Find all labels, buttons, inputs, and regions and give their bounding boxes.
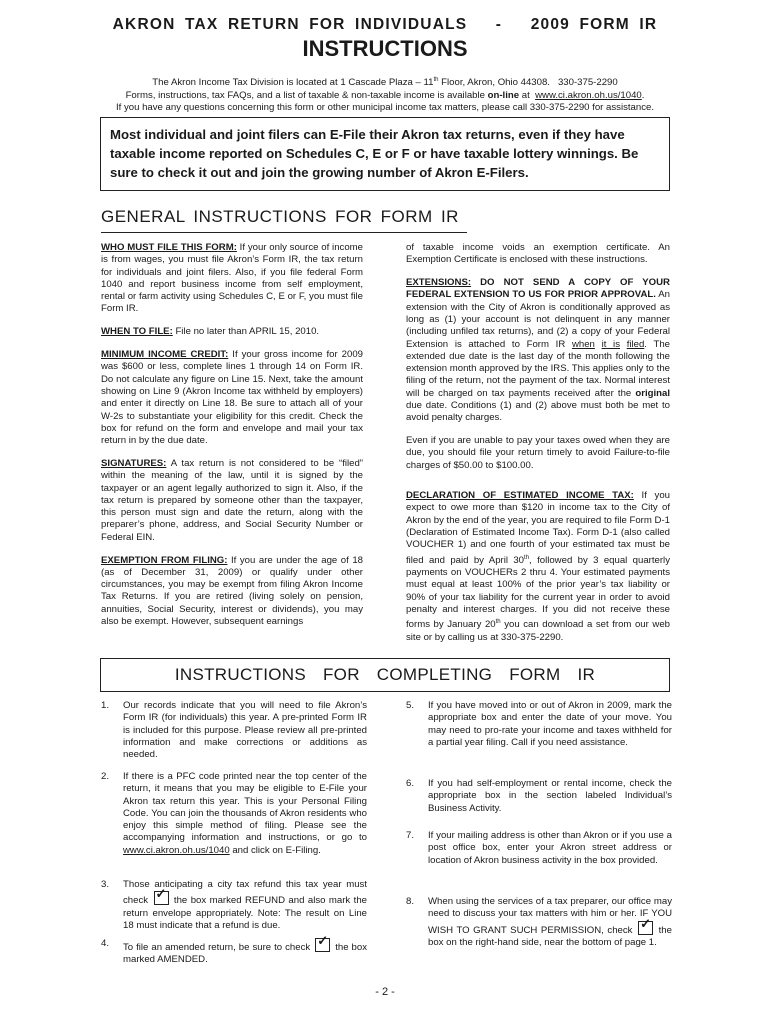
general-left-column [101,242,363,639]
extensions-paragraph: EXTENSIONS: DO NOT SEND A COPY OF YOUR FEDERAL EXTENSION TO US FOR PRIOR APPROVAL. An extension with the City of Akron is conditionally approved as long as (1) your account is not delinquent in any manner (including unfiled tax returns), and (2) a copy of your Federal Extension is attached to Form IR when it is filed. The extended due date is the last day of the month following the extension month approved by the IRS. This applies only to the filing of the return, not the payment of the tax. Normal interest will be charged on tax payments received after the original due date. Conditions (1) and (2) above must both be met to avoid penalty charges. [406,277,671,424]
exemption-continued-paragraph: of taxable income voids an exemption certificate. An Exemption Certificate is enclosed with these instructions. [406,242,670,266]
office-location-line: The Akron Income Tax Division is located at 1 Cascade Plaza – 11th Floor, Akron, Ohio 44308. 330-375-2290 [152,77,618,89]
website-link[interactable]: www.ci.akron.oh.us/1040 [535,90,642,101]
when-to-file-paragraph: WHEN TO FILE: File no later than APRIL 15, 2010. [101,326,320,338]
who-must-file-paragraph: WHO MUST FILE THIS FORM: If your only source of income is from wages, you must file Akron’s Form IR, the tax return for individuals and joint filers. Also, if you file federal Form 1040 and report business income from self employment, rental or farm activity using Schedules C, E or F, you must file Form IR. [101,242,363,315]
exemption-paragraph: EXEMPTION FROM FILING: If you are under the age of 18 (as of December 31, 2009) or qualify under other circumstances, you may be exempt from filing Akron Income Tax Returns. If you are retired (living solely on pension, annuities, Social Security, interest or dividends), you may also be exempt. However, subsequent earnings [101,554,363,628]
general-instructions-heading: GENERAL INSTRUCTIONS FOR FORM IR [101,207,459,226]
online-info-line: Forms, instructions, tax FAQs, and a list of taxable & non-taxable income is available on-line at www.ci.akron.oh.us/1040. [125,90,645,101]
efile-notice-box: Most individual and joint filers can E-File their Akron tax returns, even if they have taxable income reported on Schedules C, E or F or have taxable lottery winnings. Be sure to check it out and join the growing number of Akron E-Filers. [100,117,670,191]
declaration-estimated-tax-paragraph: DECLARATION OF ESTIMATED INCOME TAX: If you expect to owe more than $120 in income tax to the City of Akron by the end of the year, you are required to file Form D-1 (Declaration of Estimated Income Tax). Form D-1 (also called VOUCHER 1) and one fourth of your estimated tax must be filed and paid by April 30th, followed by 3 equal quarterly payments on VOUCHERs 2 thru 4. Your estimated payments must equal at least 100% of the prior year’s tax liability or 90% of your tax liability for the current year in order to avoid penalty and interest charges. If you did not receive these forms by January 20th you can download a set from our web site or by calling us at 330-375-2290. [406,490,671,643]
form-title: AKRON TAX RETURN FOR INDIVIDUALS - 2009 FORM IR [112,16,658,33]
minimum-income-credit-paragraph: MINIMUM INCOME CREDIT: If your gross income for 2009 was $600 or less, complete lines 1 through 14 on Form IR. Do not calculate any figure on Line 15. Next, take the amount showing on Line 9 (Akron Income tax withheld by employers) and enter it directly on Line 18. Be sure to attach all of your W-2s to substantiate your eligibility for this credit. Check the box for refund on the form and envelope and mail your tax return in by the due date. [101,349,363,447]
refund-check-icon: ✓ [154,891,169,905]
preparer-check-icon: ✓ [638,921,653,935]
unable-to-pay-paragraph: Even if you are unable to pay your taxes owed when they are due, you should file your return timely to avoid Failure-to-file charges of $50.00 to $100.00. [406,435,670,471]
assistance-line: If you have any questions concerning this form or other municipal income tax matters, please call 330-375-2290 for assistance. [115,102,655,113]
amended-check-icon: ✓ [315,938,330,952]
heading-underline [101,232,467,233]
efile-link[interactable]: www.ci.akron.oh.us/1040 [123,844,230,856]
completing-heading: INSTRUCTIONS FOR COMPLETING FORM IR [174,665,596,684]
page-number: - 2 - [375,986,395,998]
signatures-paragraph: SIGNATURES: A tax return is not considered to be “filed” within the meaning of the law, until it is signed by the taxpayer or an agent legally authorized to sign it. Also, if the tax return is prepared by someone other than the taxpayer, this person must sign and date the return, along with the preparer’s phone, address, and Social Security Number or Federal EIN. [101,457,363,543]
instructions-heading: INSTRUCTIONS [302,36,468,61]
general-right-column [406,242,670,654]
